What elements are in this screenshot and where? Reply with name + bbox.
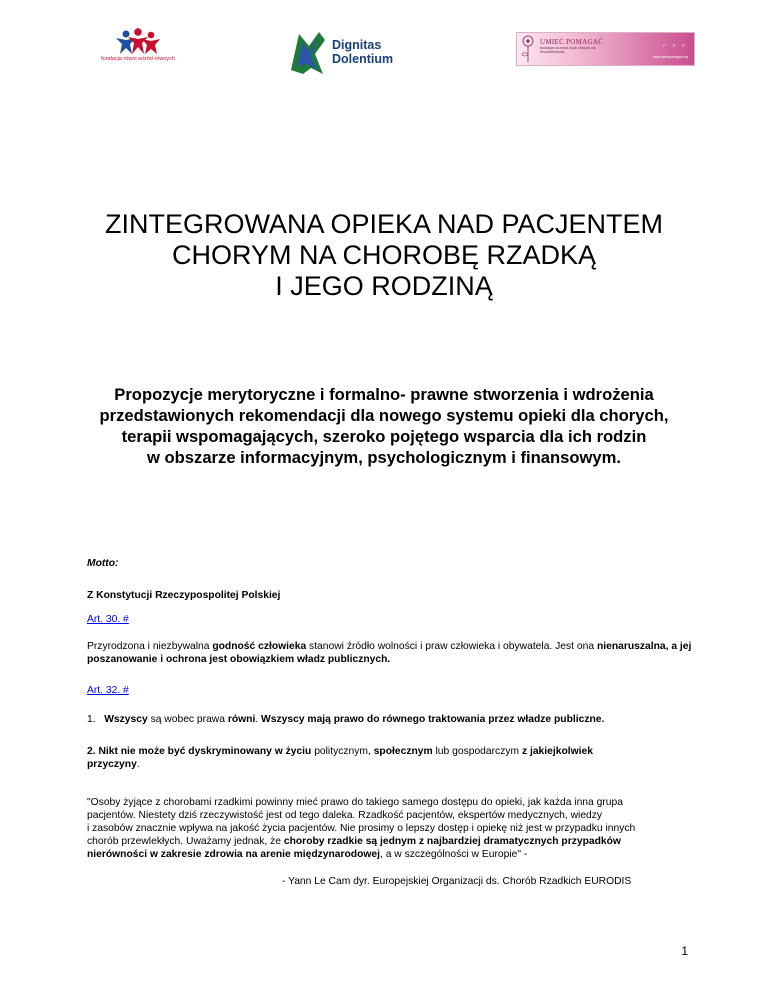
page-number: 1 xyxy=(681,944,688,958)
subtitle-line: Propozycje merytoryczne i formalno- prawne stworzenia i wdrożenia xyxy=(114,385,654,404)
p2-b3: z jakiejkolwiek xyxy=(521,746,593,757)
art-30-wrapper xyxy=(87,613,129,626)
logo-caption: fundacja równi wśród równych xyxy=(101,56,175,62)
art-32-link[interactable]: Art. 32. # xyxy=(87,685,129,696)
art-32-point-2 xyxy=(87,745,707,771)
logo-title: UMIEĆ POMAGAĆ xyxy=(540,38,604,46)
art30-t1: Przyrodzona i niezbywalna xyxy=(87,641,213,652)
quote-line xyxy=(87,835,727,848)
flower-icon xyxy=(519,34,537,64)
logo-url: www.umiecpomagac.org xyxy=(653,55,688,59)
logo-umiec-pomagac xyxy=(516,32,695,66)
quote-l4a: chorób przewlekłych. Uważamy jednak, że xyxy=(87,836,284,847)
p1-num: 1. xyxy=(87,714,96,725)
art-30-link[interactable]: Art. 30. # xyxy=(87,614,129,625)
p2-t1: politycznym, xyxy=(311,746,374,757)
quote-line: "Osoby żyjące z chorobami rzadkimi powinny mieć prawo do takiego samego dostępu do opieki, jak każda inna grupa xyxy=(87,797,623,808)
logo-word-2: Dolentium xyxy=(332,52,394,66)
quote-signature: - Yann Le Cam dyr. Europejskiej Organizacji ds. Chorób Rzadkich EURODIS xyxy=(282,876,632,887)
p1-b3: Wszyscy mają prawo do równego traktowania przez władze publiczne. xyxy=(261,714,605,725)
p1-b1: Wszyscy xyxy=(104,714,148,725)
quote-line: i zasobów znacznie wpływa na jakość życia pacjentów. Nie prosimy o lepszy dostęp i opiekę niż jest w przypadku innych xyxy=(87,823,636,834)
art-32-wrapper xyxy=(87,684,129,697)
title-line: ZINTEGROWANA OPIEKA NAD PACJENTEM xyxy=(104,209,664,239)
p1-t2: . xyxy=(255,714,262,725)
logo-fundacja-rowni xyxy=(96,28,180,72)
p2-b1: 2. Nikt nie może być dyskryminowany w życiu xyxy=(87,746,312,757)
art30-t2: stanowi źródło wolności i praw człowieka i obywatela. Jest ona xyxy=(306,641,597,652)
subtitle-line: w obszarze informacyjnym, psychologicznym i finansowym. xyxy=(147,448,621,467)
subtitle-line: przedstawionych rekomendacji dla nowego systemu opieki dla chorych, xyxy=(99,406,669,425)
art-30-text xyxy=(87,640,707,666)
document-subtitle xyxy=(40,384,728,468)
art30-b2: nienaruszalna, a jej poszanowanie i ochrona jest obowiązkiem władz publicznych. xyxy=(87,641,692,665)
quote-l5a: nierówności w zakresie zdrowia na arenie międzynarodowej xyxy=(87,849,380,860)
p2-t2: lub gospodarczym xyxy=(432,746,522,757)
quote-line xyxy=(87,848,727,861)
figure-icon xyxy=(289,30,329,76)
motto-label: Motto: xyxy=(87,558,119,569)
subtitle-line: terapii wspomagających, szeroko pojętego wsparcia dla ich rodzin xyxy=(121,427,647,446)
p2-b4: przyczyny xyxy=(87,759,137,770)
title-line: I JEGO RODZINĄ xyxy=(275,271,493,301)
logo-dignitas-dolentium xyxy=(289,30,409,76)
p1-b2: równi xyxy=(227,714,256,725)
quote-block xyxy=(87,796,727,861)
quote-l5b: , a w szczególności w Europie" - xyxy=(379,849,528,860)
logo-word-1: Dignitas xyxy=(332,38,382,52)
title-line: CHORYM NA CHOROBĘ RZADKĄ xyxy=(171,240,597,270)
quote-l4b: choroby rzadkie są jednym z najbardziej dramatycznych przypadków xyxy=(283,836,621,847)
art30-b1: godność człowieka xyxy=(212,641,307,652)
logo-subtitle: fundacja na rzecz osób chorych na fenyloketonurię xyxy=(540,46,596,55)
p2-t3: . xyxy=(136,759,140,770)
document-title xyxy=(40,209,728,302)
constitution-heading: Z Konstytucji Rzeczypospolitej Polskiej xyxy=(87,590,281,601)
quote-line: pacjentów. Niestety dziś rzeczywistość jest od tego daleka. Rzadkość pacjentów, ekspertów medycznych, wiedzy xyxy=(87,810,603,821)
p2-b2: społecznym xyxy=(373,746,433,757)
people-icon xyxy=(96,28,180,56)
p1-t1: są wobec prawa xyxy=(147,714,228,725)
art-32-point-1 xyxy=(87,713,707,726)
logo-letters: F P F xyxy=(663,43,688,48)
